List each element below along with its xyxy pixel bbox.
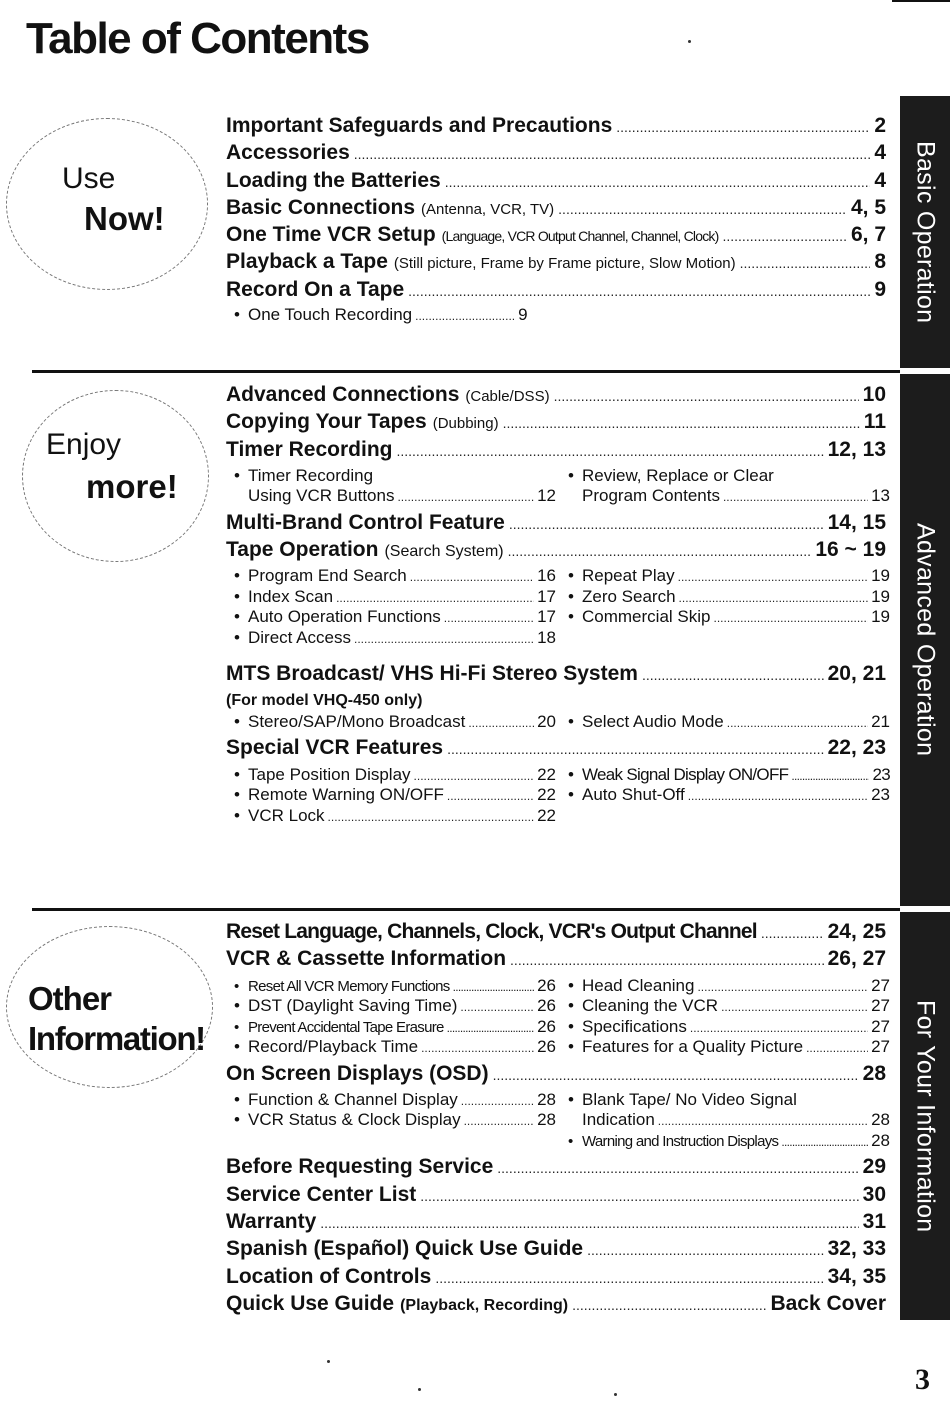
page-ref: 26 xyxy=(537,996,556,1016)
page-ref: 19 xyxy=(871,566,890,586)
leader-dots xyxy=(468,716,534,730)
sub-entry[interactable] xyxy=(568,976,890,997)
entry-title: Spanish (Español) Quick Use Guide xyxy=(226,1237,584,1261)
sub-entry-grid xyxy=(226,764,890,827)
sub-entry-text: Function & Channel Display xyxy=(248,1089,458,1109)
entry-subtitle: (Still picture, Frame by Frame picture, Slow Motion) xyxy=(393,255,736,273)
tab-for-your-information[interactable] xyxy=(900,912,950,1320)
sub-entry[interactable] xyxy=(568,765,890,786)
sub-entry-text: Warning and Instruction Displays xyxy=(582,1132,779,1150)
toc-entry[interactable] xyxy=(226,662,886,689)
entry-subtitle: (Cable/DSS) xyxy=(465,388,550,405)
sub-entry-grid xyxy=(226,465,890,507)
toc-entry[interactable] xyxy=(226,538,886,565)
entry-title: Basic Connections xyxy=(226,195,416,219)
leader-dots xyxy=(354,632,534,646)
toc-entry[interactable] xyxy=(226,114,886,141)
sub-entry-text: Remote Warning ON/OFF xyxy=(248,785,444,805)
sub-entry-text: One Touch Recording xyxy=(248,305,413,325)
page-ref: 22 xyxy=(537,805,556,825)
leader-dots xyxy=(806,1041,868,1055)
page-ref: 17 xyxy=(537,607,556,627)
toc-entry[interactable] xyxy=(226,169,886,196)
page-ref: 26 xyxy=(537,1037,556,1057)
page-ref: 27 xyxy=(871,975,890,995)
page-ref: 27 xyxy=(871,1016,890,1036)
entry-title: Advanced Connections xyxy=(226,383,460,406)
page-ref: 34, 35 xyxy=(827,1264,886,1288)
sub-entry[interactable] xyxy=(234,1037,556,1058)
leader-dots xyxy=(444,611,534,625)
sub-entry-text: Weak Signal Display ON/OFF xyxy=(582,764,789,784)
badge-word: Use xyxy=(62,162,116,195)
entry-title: Record On a Tape xyxy=(226,277,405,301)
sub-entry[interactable] xyxy=(234,996,556,1017)
sub-entry-text: DST (Daylight Saving Time) xyxy=(248,996,458,1016)
sub-entry-text: Select Audio Mode xyxy=(582,711,724,731)
bullet: • xyxy=(234,1089,240,1109)
sub-entry[interactable] xyxy=(234,785,556,806)
bullet: • xyxy=(568,566,574,586)
page-ref: 20, 21 xyxy=(827,662,886,686)
bullet: • xyxy=(568,785,574,805)
entry-title: Important Safeguards and Precautions xyxy=(226,114,613,137)
badge-word: Enjoy xyxy=(46,428,122,461)
sub-entry-text: Repeat Play xyxy=(582,566,675,586)
sub-entry[interactable] xyxy=(568,996,890,1017)
toc-entry[interactable] xyxy=(226,1183,886,1210)
page-ref: 9 xyxy=(518,305,528,325)
page-ref: 26, 27 xyxy=(827,947,886,971)
page-ref: 31 xyxy=(862,1209,886,1233)
leader-dots xyxy=(510,952,824,968)
page-ref: 16 xyxy=(537,566,556,586)
tab-label: For Your Information xyxy=(911,999,940,1233)
sub-entry[interactable] xyxy=(234,628,556,649)
leader-dots xyxy=(678,570,868,584)
bullet: • xyxy=(234,607,240,627)
bullet: • xyxy=(234,566,240,586)
sub-entry[interactable] xyxy=(234,1110,556,1131)
page-ref: 27 xyxy=(871,996,890,1016)
bullet: • xyxy=(234,711,240,731)
page-ref: 8 xyxy=(874,250,886,274)
sub-entry[interactable] xyxy=(234,1017,556,1038)
leader-dots xyxy=(690,1021,868,1035)
sub-entry-text: Indication xyxy=(582,1110,655,1130)
entry-title: On Screen Displays (OSD) xyxy=(226,1061,489,1085)
leader-dots xyxy=(415,309,515,323)
leader-dots xyxy=(493,1067,859,1083)
entry-title: Copying Your Tapes xyxy=(226,410,427,434)
bullet: • xyxy=(234,977,239,995)
sub-entry-text: Reset All VCR Memory Functions xyxy=(248,977,450,995)
leader-dots xyxy=(461,1094,534,1108)
bullet: • xyxy=(234,465,240,485)
leader-dots xyxy=(320,1215,858,1231)
page-ref: 14, 15 xyxy=(827,510,886,534)
leader-dots xyxy=(408,283,870,299)
leader-dots xyxy=(558,201,847,217)
bullet: • xyxy=(568,1016,574,1036)
bullet: • xyxy=(568,1132,573,1150)
toc-entry[interactable] xyxy=(226,1292,886,1319)
leader-dots xyxy=(761,925,824,941)
bullet: • xyxy=(568,1089,574,1109)
bullet: • xyxy=(568,711,574,731)
sub-entry-text: Blank Tape/ No Video Signal xyxy=(582,1089,797,1109)
toc-entry[interactable] xyxy=(226,1210,886,1237)
leader-dots xyxy=(328,810,535,824)
leader-dots xyxy=(509,516,824,532)
scan-speck xyxy=(327,1360,330,1363)
page-ref: 4 xyxy=(874,141,886,165)
toc-entry[interactable] xyxy=(226,383,886,410)
sub-entry-grid xyxy=(226,975,890,1058)
leader-dots xyxy=(445,174,871,190)
page-ref: 17 xyxy=(537,586,556,606)
sub-entry-text: Zero Search xyxy=(582,586,676,606)
page-ref: 20 xyxy=(537,711,556,731)
bullet: • xyxy=(568,607,574,627)
leader-dots xyxy=(781,1135,868,1149)
page-ref: 30 xyxy=(862,1182,886,1206)
toc-entry[interactable] xyxy=(226,223,886,250)
toc-entry[interactable] xyxy=(226,196,886,223)
leader-dots xyxy=(435,1270,823,1286)
bullet: • xyxy=(234,586,240,606)
leader-dots xyxy=(397,490,534,504)
sub-entry-text: Timer Recording xyxy=(248,465,374,485)
entry-title: Loading the Batteries xyxy=(226,168,441,192)
sub-entry[interactable] xyxy=(234,765,556,786)
leader-dots xyxy=(722,228,846,244)
sub-entry[interactable] xyxy=(234,305,548,326)
sub-entry[interactable] xyxy=(234,976,556,997)
entry-title: Tape Operation xyxy=(226,538,379,562)
entry-subtitle: (Dubbing) xyxy=(432,415,499,433)
leader-dots xyxy=(587,1242,824,1258)
sub-entry[interactable] xyxy=(568,712,890,733)
bullet: • xyxy=(568,465,574,485)
entry-title: Location of Controls xyxy=(226,1264,432,1288)
scan-speck xyxy=(688,40,691,43)
sub-entry-text: Prevent Accidental Tape Erasure xyxy=(248,1018,444,1036)
page-ref: 13 xyxy=(871,486,890,506)
page-ref: 2 xyxy=(874,114,886,137)
bullet: • xyxy=(234,996,240,1016)
page-ref: 28 xyxy=(537,1089,556,1109)
badge-word: Information! xyxy=(28,1020,205,1057)
sub-entry-grid xyxy=(226,711,890,733)
bullet: • xyxy=(568,975,574,995)
tab-advanced-operation[interactable] xyxy=(900,374,950,906)
bullet: • xyxy=(568,764,574,784)
section-divider xyxy=(32,908,900,911)
sub-entry-grid xyxy=(226,566,890,648)
entry-subtitle: (Antenna, VCR, TV) xyxy=(421,200,555,218)
leader-dots xyxy=(791,769,869,783)
toc-entry[interactable] xyxy=(226,1237,886,1264)
page-ref: 11 xyxy=(863,410,886,434)
sub-entry-text: Review, Replace or Clear xyxy=(582,465,774,485)
entry-title: MTS Broadcast/ VHS Hi-Fi Stereo System xyxy=(226,662,638,686)
toc-entry[interactable] xyxy=(226,1062,886,1089)
entry-title: Service Center List xyxy=(226,1182,417,1206)
leader-dots xyxy=(447,789,534,803)
sub-entry[interactable] xyxy=(568,587,890,608)
bullet: • xyxy=(568,996,574,1016)
page-ref: 22 xyxy=(537,764,556,784)
badge-word: Now! xyxy=(84,200,165,237)
leader-dots xyxy=(688,789,868,803)
leader-dots xyxy=(740,255,871,271)
sub-entry[interactable] xyxy=(234,587,556,608)
sub-entry[interactable] xyxy=(234,566,556,587)
leader-dots xyxy=(336,591,534,605)
sub-entry-text: Direct Access xyxy=(248,627,351,647)
sub-entry-text: Index Scan xyxy=(248,586,334,606)
sub-entry[interactable] xyxy=(568,785,890,806)
sub-entry[interactable] xyxy=(568,607,890,628)
sub-entry-text: Program Contents xyxy=(582,486,720,506)
entry-title: VCR & Cassette Information xyxy=(226,947,507,971)
sub-entry-text: Head Cleaning xyxy=(582,975,695,995)
toc-entry[interactable] xyxy=(226,920,886,947)
page-number: 3 xyxy=(915,1363,930,1396)
sub-entry-text: Auto Operation Functions xyxy=(248,607,441,627)
page-ref: 9 xyxy=(874,277,886,301)
leader-dots xyxy=(396,443,823,459)
sub-entry-grid xyxy=(226,1089,890,1152)
entry-title: Playback a Tape xyxy=(226,250,388,274)
page-ref: 26 xyxy=(537,975,556,995)
sub-entry-text: Record/Playback Time xyxy=(248,1037,419,1057)
page-ref: 29 xyxy=(862,1155,886,1179)
entry-title: Reset Language, Channels, Clock, VCR's Output Channel xyxy=(226,920,757,943)
page-ref: 19 xyxy=(871,586,890,606)
sub-entry[interactable] xyxy=(568,566,890,587)
sub-entry-continued[interactable] xyxy=(568,486,890,507)
page-ref: 21 xyxy=(871,711,890,731)
entry-subtitle: (Search System) xyxy=(384,543,504,561)
bullet: • xyxy=(568,1037,574,1057)
page-ref: 18 xyxy=(537,627,556,647)
toc-entry[interactable] xyxy=(226,1155,886,1182)
page-ref: 23 xyxy=(871,785,890,805)
page-ref: 12 xyxy=(537,486,556,506)
page-ref: 26 xyxy=(537,1016,556,1036)
leader-dots xyxy=(572,1297,766,1313)
leader-dots xyxy=(410,570,534,584)
for-your-information-list xyxy=(226,920,890,1319)
page-ref: Back Cover xyxy=(770,1291,886,1315)
bullet: • xyxy=(234,764,240,784)
tab-label: Basic Operation xyxy=(911,140,940,324)
page-ref: 23 xyxy=(872,764,890,784)
sub-entry[interactable] xyxy=(568,1017,890,1038)
leader-dots xyxy=(727,716,868,730)
sub-entry-text: Program End Search xyxy=(248,566,407,586)
leader-dots xyxy=(447,1021,534,1035)
entry-title: Special VCR Features xyxy=(226,736,444,760)
sub-entry-text: VCR Lock xyxy=(248,805,325,825)
tab-label: Advanced Operation xyxy=(911,523,940,757)
leader-dots xyxy=(554,388,859,404)
leader-dots xyxy=(354,146,871,162)
leader-dots xyxy=(721,1000,868,1014)
sub-entry[interactable] xyxy=(234,466,556,487)
page-ref: 28 xyxy=(862,1061,886,1085)
leader-dots xyxy=(497,1160,858,1176)
sub-entry[interactable] xyxy=(234,712,556,733)
page-ref: 4, 5 xyxy=(850,195,886,219)
model-note: (For model VHQ-450 only) xyxy=(226,691,423,709)
entry-title: Multi-Brand Control Feature xyxy=(226,510,505,534)
sub-entry-list xyxy=(226,305,548,326)
scan-speck xyxy=(418,1388,421,1391)
top-corner-rule xyxy=(892,0,950,2)
leader-dots xyxy=(421,1041,534,1055)
toc-entry[interactable] xyxy=(226,410,886,437)
sub-entry[interactable] xyxy=(234,607,556,628)
page-ref: 16 ~ 19 xyxy=(815,538,886,562)
leader-dots xyxy=(679,591,869,605)
leader-dots xyxy=(460,1000,534,1014)
badge-word: more! xyxy=(86,468,178,505)
sub-entry[interactable] xyxy=(234,1090,556,1111)
leader-dots xyxy=(723,490,868,504)
entry-title: Quick Use Guide xyxy=(226,1291,395,1315)
sub-entry-text: Using VCR Buttons xyxy=(248,486,395,506)
leader-dots xyxy=(453,980,535,994)
entry-subtitle: (Playback, Recording) xyxy=(400,1296,569,1314)
sub-entry-text: VCR Status & Clock Display xyxy=(248,1110,461,1130)
sub-entry[interactable] xyxy=(568,1131,890,1152)
bullet: • xyxy=(234,805,240,825)
leader-dots xyxy=(420,1188,858,1204)
entry-subtitle: (Language, VCR Output Channel, Channel, Clock) xyxy=(441,228,719,245)
sub-entry-text: Features for a Quality Picture xyxy=(582,1037,804,1057)
leader-dots xyxy=(616,119,870,135)
page-ref: 19 xyxy=(871,607,890,627)
sub-entry-continued[interactable] xyxy=(234,486,556,507)
badge-word: Other xyxy=(28,980,112,1017)
leader-dots xyxy=(503,415,860,431)
entry-title: Before Requesting Service xyxy=(226,1155,494,1179)
leader-dots xyxy=(464,1114,535,1128)
leader-dots xyxy=(697,980,868,994)
toc-entry[interactable] xyxy=(226,947,886,974)
page-ref: 22, 23 xyxy=(827,736,886,760)
section-divider xyxy=(32,370,900,373)
toc-entry[interactable] xyxy=(226,278,886,305)
page-ref: 24, 25 xyxy=(827,920,886,943)
sub-entry-text: Specifications xyxy=(582,1016,687,1036)
page-ref: 10 xyxy=(862,383,886,406)
page-title: Table of Contents xyxy=(26,14,369,63)
page-ref: 6, 7 xyxy=(850,223,886,247)
bullet: • xyxy=(234,785,240,805)
sub-entry[interactable] xyxy=(568,1037,890,1058)
sub-entry-continued[interactable] xyxy=(568,1110,890,1131)
toc-entry[interactable] xyxy=(226,511,886,538)
sub-entry-text: Cleaning the VCR xyxy=(582,996,719,1016)
basic-operation-list xyxy=(226,114,886,328)
bullet: • xyxy=(234,1037,240,1057)
sub-entry[interactable] xyxy=(568,466,890,487)
leader-dots xyxy=(658,1114,868,1128)
leader-dots xyxy=(642,667,824,683)
sub-entry-text: Stereo/SAP/Mono Broadcast xyxy=(248,711,466,731)
sub-entry-text: Auto Shut-Off xyxy=(582,785,685,805)
page-ref: 28 xyxy=(537,1110,556,1130)
toc-entry[interactable] xyxy=(226,141,886,168)
bullet: • xyxy=(234,627,240,647)
toc-entry[interactable] xyxy=(226,250,886,277)
entry-title: Timer Recording xyxy=(226,437,393,461)
page-ref: 28 xyxy=(871,1130,890,1150)
tab-basic-operation[interactable] xyxy=(900,96,950,368)
leader-dots xyxy=(508,543,812,559)
bullet: • xyxy=(234,1110,240,1130)
bullet: • xyxy=(568,586,574,606)
sub-entry-text: Tape Position Display xyxy=(248,764,411,784)
leader-dots xyxy=(713,611,868,625)
bullet: • xyxy=(234,305,240,325)
leader-dots xyxy=(447,741,824,757)
advanced-operation-list xyxy=(226,383,890,830)
page-ref: 4 xyxy=(874,168,886,192)
scan-speck xyxy=(614,1393,617,1396)
sub-entry[interactable] xyxy=(234,806,556,827)
page-ref: 32, 33 xyxy=(827,1237,886,1261)
sub-entry-text: Commercial Skip xyxy=(582,607,711,627)
toc-entry[interactable] xyxy=(226,438,886,465)
entry-title: Accessories xyxy=(226,141,350,165)
page-ref: 27 xyxy=(871,1037,890,1057)
page-ref: 28 xyxy=(871,1110,890,1130)
page-ref: 22 xyxy=(537,785,556,805)
page-ref: 12, 13 xyxy=(827,437,886,461)
sub-entry[interactable] xyxy=(568,1090,890,1111)
entry-title: One Time VCR Setup xyxy=(226,223,436,247)
toc-entry[interactable] xyxy=(226,1265,886,1292)
leader-dots xyxy=(414,769,535,783)
bullet: • xyxy=(234,1018,239,1036)
toc-entry[interactable] xyxy=(226,736,886,763)
entry-title: Warranty xyxy=(226,1209,317,1233)
